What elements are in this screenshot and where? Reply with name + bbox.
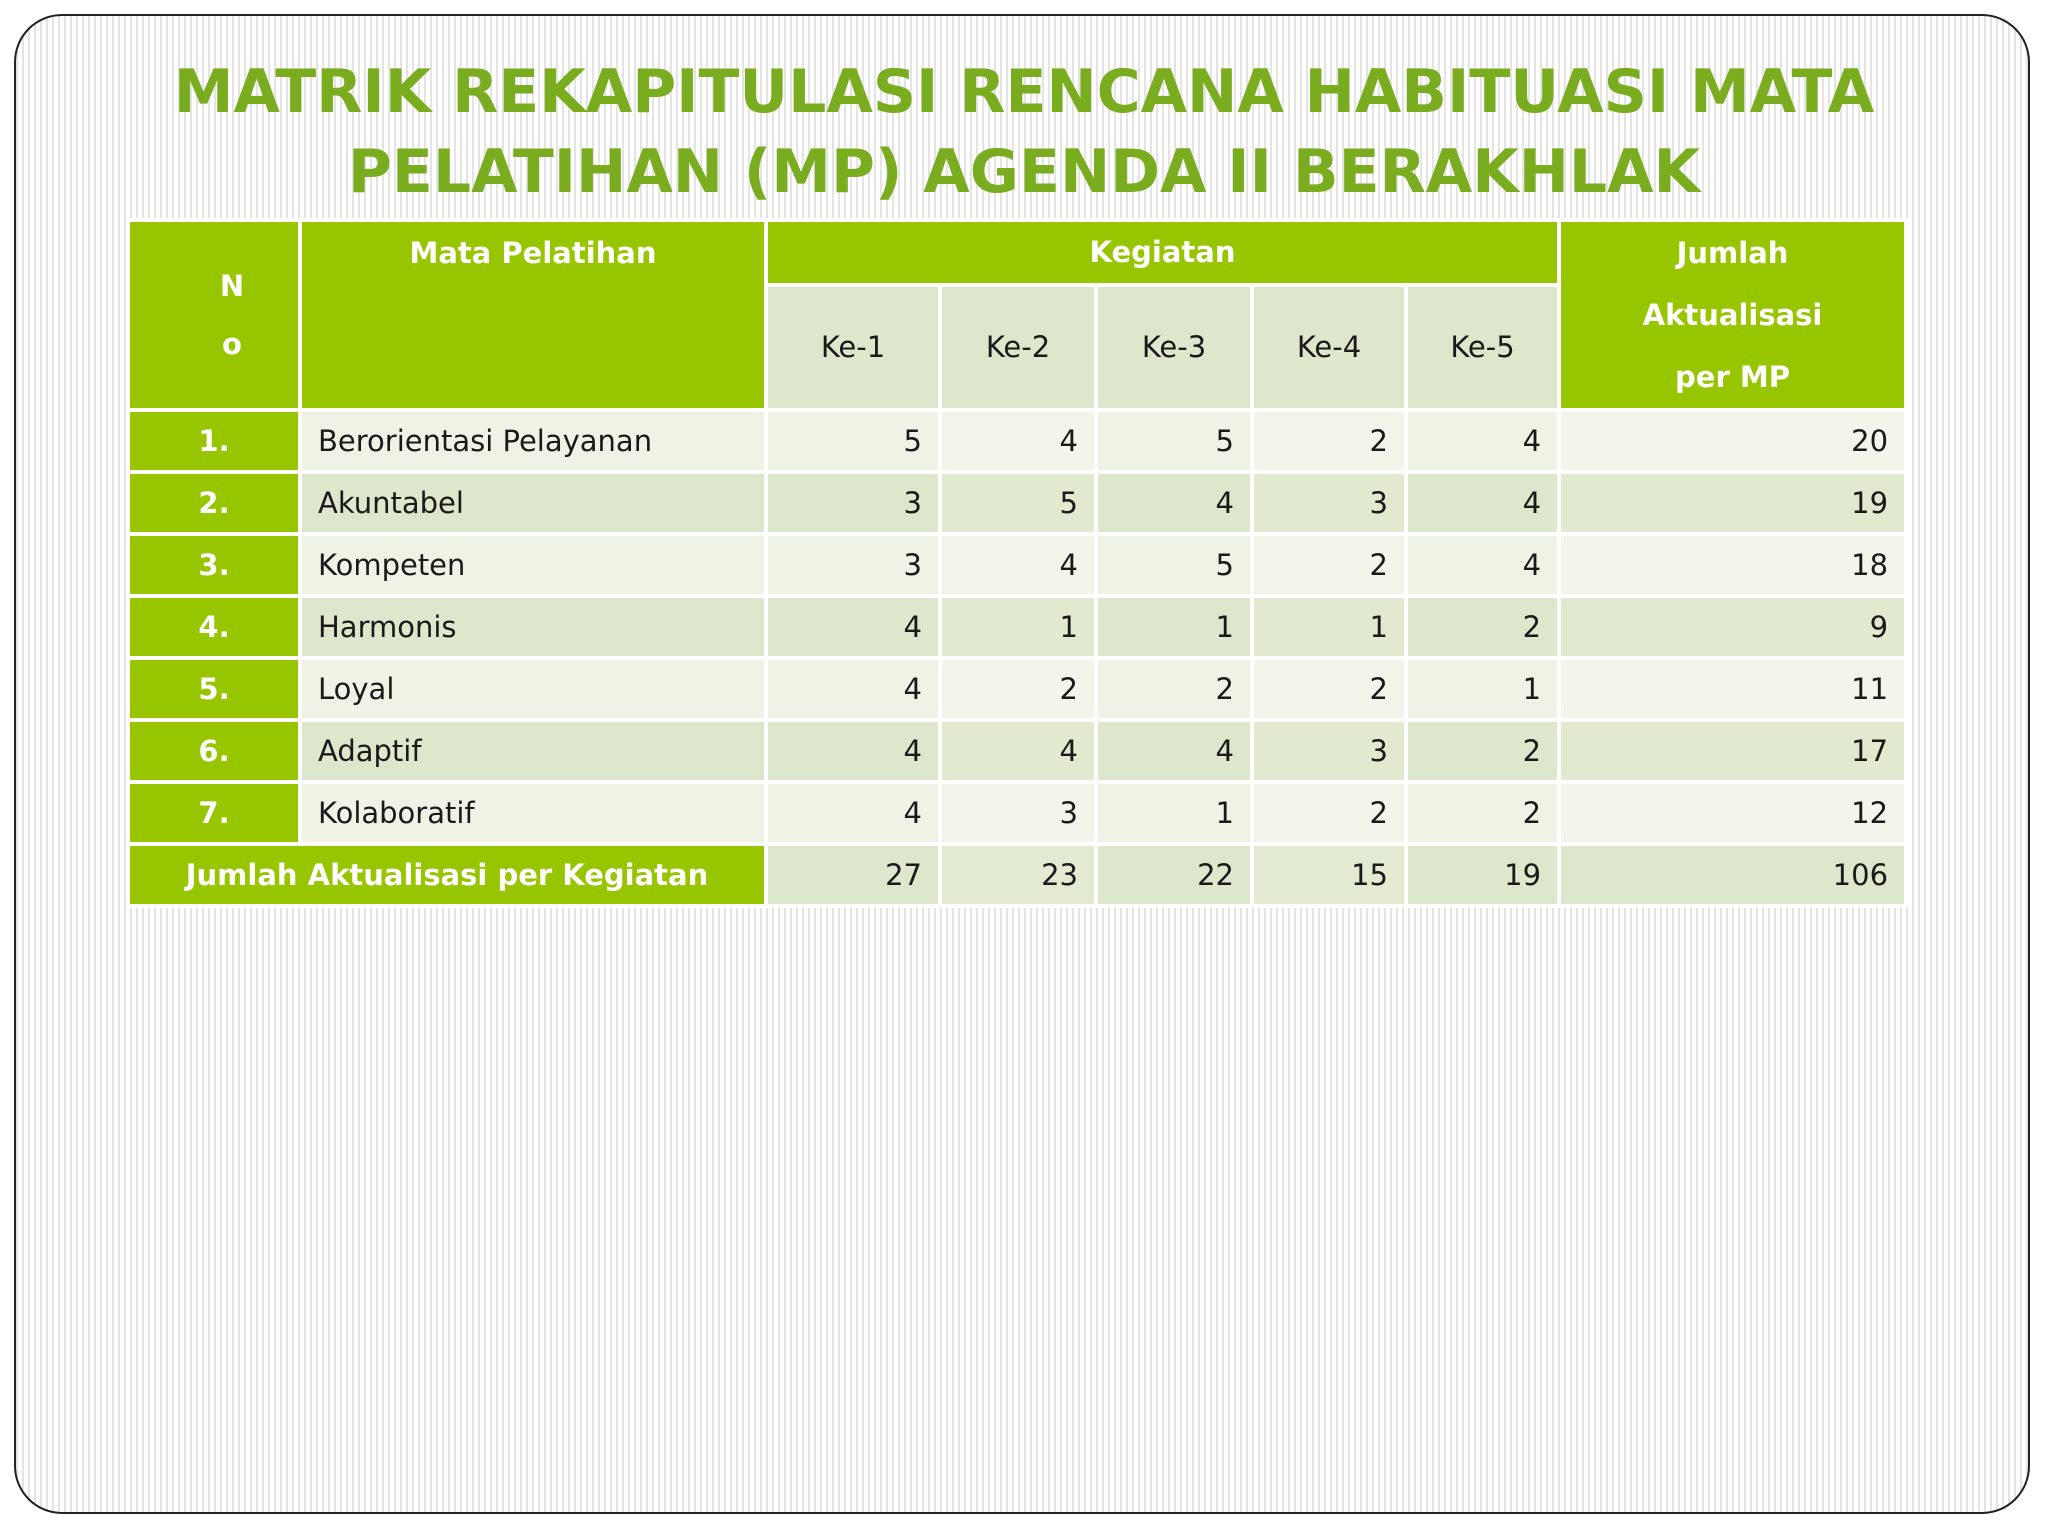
row-value-ke-5: 4 (1406, 534, 1559, 596)
row-value-ke-2: 2 (940, 658, 1096, 720)
row-value-ke-2: 4 (940, 534, 1096, 596)
title-line-1: MATRIK REKAPITULASI RENCANA HABITUASI MATA (173, 57, 1875, 127)
row-value-ke-1: 4 (766, 720, 940, 782)
row-total: 19 (1559, 472, 1906, 534)
row-number: 1. (128, 410, 300, 472)
row-total: 17 (1559, 720, 1906, 782)
row-value-ke-4: 1 (1252, 596, 1406, 658)
row-total: 11 (1559, 658, 1906, 720)
row-value-ke-2: 5 (940, 472, 1096, 534)
total-row (128, 844, 1906, 906)
row-value-ke-4: 2 (1252, 658, 1406, 720)
table-row (128, 472, 1906, 534)
no-header-line-1: N (219, 269, 245, 303)
row-value-ke-3: 5 (1096, 410, 1252, 472)
row-value-ke-5: 1 (1406, 658, 1559, 720)
row-value-ke-4: 3 (1252, 720, 1406, 782)
row-value-ke-5: 4 (1406, 472, 1559, 534)
row-value-ke-3: 4 (1096, 720, 1252, 782)
row-mata-pelatihan: Kompeten (300, 534, 766, 596)
row-value-ke-4: 2 (1252, 782, 1406, 844)
row-value-ke-1: 4 (766, 596, 940, 658)
row-number: 7. (128, 782, 300, 844)
no-header-line-2: o (222, 327, 242, 361)
total-ke-4: 15 (1252, 844, 1406, 906)
total-ke-1: 27 (766, 844, 940, 906)
row-mata-pelatihan: Adaptif (300, 720, 766, 782)
table-row (128, 596, 1906, 658)
row-value-ke-3: 2 (1096, 658, 1252, 720)
row-number: 3. (128, 534, 300, 596)
total-ke-5: 19 (1406, 844, 1559, 906)
row-value-ke-1: 4 (766, 782, 940, 844)
slide (14, 14, 2030, 1514)
row-mata-pelatihan: Loyal (300, 658, 766, 720)
row-total: 18 (1559, 534, 1906, 596)
total-row-label: Jumlah Aktualisasi per Kegiatan (128, 844, 766, 906)
kegiatan-col-2: Ke-2 (940, 285, 1096, 410)
kegiatan-col-1: Ke-1 (766, 285, 940, 410)
row-number: 2. (128, 472, 300, 534)
total-ke-3: 22 (1096, 844, 1252, 906)
row-value-ke-4: 2 (1252, 410, 1406, 472)
total-ke-2: 23 (940, 844, 1096, 906)
header-row-1 (128, 220, 1906, 285)
recap-matrix-table (126, 218, 1908, 908)
table-row (128, 720, 1906, 782)
row-value-ke-2: 1 (940, 596, 1096, 658)
row-value-ke-5: 2 (1406, 782, 1559, 844)
row-mata-pelatihan: Harmonis (300, 596, 766, 658)
table-row (128, 410, 1906, 472)
row-value-ke-5: 4 (1406, 410, 1559, 472)
row-number: 6. (128, 720, 300, 782)
row-value-ke-4: 2 (1252, 534, 1406, 596)
table-row (128, 534, 1906, 596)
table-row (128, 658, 1906, 720)
mata-pelatihan-header-label: Mata Pelatihan (409, 236, 657, 270)
row-value-ke-1: 3 (766, 534, 940, 596)
row-value-ke-5: 2 (1406, 720, 1559, 782)
kegiatan-col-5: Ke-5 (1406, 285, 1559, 410)
jumlah-header-line-1: Jumlah (1676, 236, 1789, 270)
row-mata-pelatihan: Berorientasi Pelayanan (300, 410, 766, 472)
row-value-ke-2: 3 (940, 782, 1096, 844)
grand-total: 106 (1559, 844, 1906, 906)
row-value-ke-1: 5 (766, 410, 940, 472)
row-total: 12 (1559, 782, 1906, 844)
kegiatan-col-3: Ke-3 (1096, 285, 1252, 410)
row-value-ke-1: 3 (766, 472, 940, 534)
jumlah-per-mp-header (1559, 220, 1906, 410)
row-mata-pelatihan: Kolaboratif (300, 782, 766, 844)
jumlah-header-line-2: Aktualisasi (1642, 298, 1823, 332)
row-value-ke-3: 1 (1096, 782, 1252, 844)
row-value-ke-1: 4 (766, 658, 940, 720)
row-value-ke-3: 5 (1096, 534, 1252, 596)
page-title (16, 52, 2030, 212)
row-value-ke-3: 4 (1096, 472, 1252, 534)
table-row (128, 782, 1906, 844)
kegiatan-header: Kegiatan (766, 220, 1559, 285)
row-value-ke-5: 2 (1406, 596, 1559, 658)
jumlah-header-line-3: per MP (1675, 360, 1790, 394)
row-number: 4. (128, 596, 300, 658)
row-value-ke-4: 3 (1252, 472, 1406, 534)
row-value-ke-2: 4 (940, 410, 1096, 472)
no-header (128, 220, 300, 410)
row-mata-pelatihan: Akuntabel (300, 472, 766, 534)
row-total: 9 (1559, 596, 1906, 658)
title-line-2: PELATIHAN (MP) AGENDA II BERAKHLAK (347, 137, 1701, 207)
mata-pelatihan-header (300, 220, 766, 410)
row-value-ke-3: 1 (1096, 596, 1252, 658)
kegiatan-col-4: Ke-4 (1252, 285, 1406, 410)
row-value-ke-2: 4 (940, 720, 1096, 782)
row-number: 5. (128, 658, 300, 720)
row-total: 20 (1559, 410, 1906, 472)
